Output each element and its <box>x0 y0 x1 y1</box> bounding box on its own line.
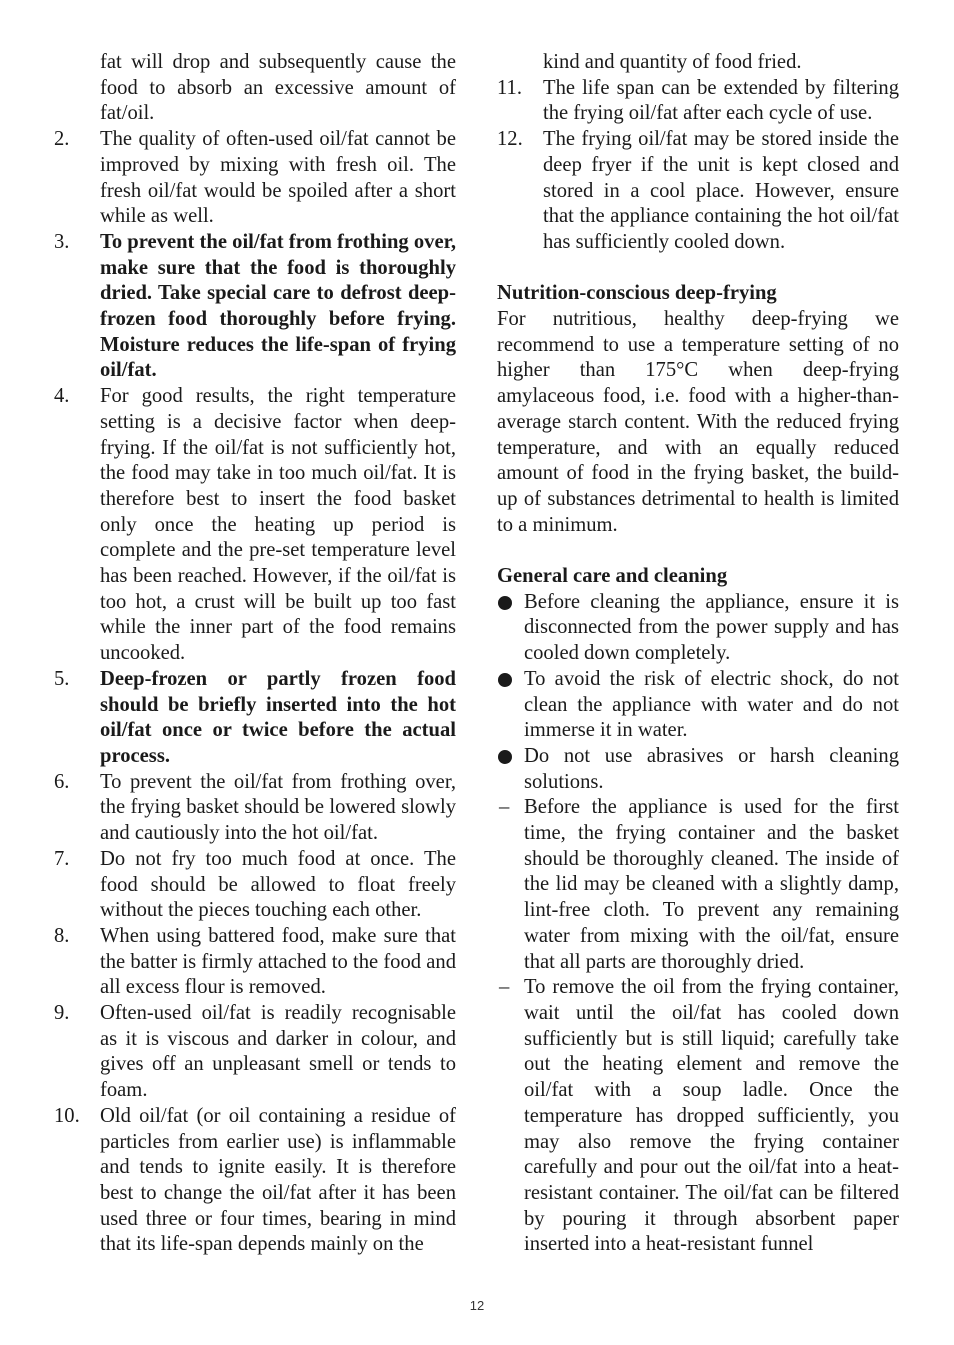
list-number: 3. <box>54 230 70 253</box>
list-item <box>54 770 456 847</box>
list-number: 11. <box>497 76 522 99</box>
list-text: The frying oil/fat may be stored inside the deep fryer if the unit is kept closed and stored in a cool place. However, ensure that the appliance containing the hot oil/fat has sufficiently cooled down. <box>543 128 899 253</box>
list-item <box>497 127 899 256</box>
bullet-item <box>497 744 899 795</box>
list-number: 9. <box>54 1002 70 1025</box>
nutrition-paragraph: For nutritious, healthy deep-frying we recommend to use a temperature setting of no higher than 175°C when deep-frying amylaceous food, i.e. food with a higher-than-average starch content. With the reduced frying temperature, and with an equally reduced amount of food in the frying basket, the build-up of substances detrimental to health is limited to a minimum. <box>497 308 899 536</box>
bullet-dot-icon <box>497 667 524 693</box>
list-item <box>54 384 456 667</box>
list-text: The quality of often-used oil/fat cannot be improved by mixing with fresh oil. The fresh oil/fat would be spoiled after a short while as well. <box>100 128 456 228</box>
section-heading-nutrition: Nutrition-conscious deep-frying <box>497 282 777 305</box>
list-number: 4. <box>54 385 70 408</box>
bullet-item <box>497 590 899 667</box>
list-text: The life span can be extended by filtering the frying oil/fat after each cycle of use. <box>543 76 899 125</box>
list-number: 10. <box>54 1104 80 1127</box>
list-number: 5. <box>54 667 70 690</box>
bullet-text: Do not use abrasives or harsh cleaning solutions. <box>524 744 899 793</box>
list-text: Often-used oil/fat is readily recognisable as it is viscous and darker in colour, and gives off an unpleasant smell or tends to foam. <box>100 1002 456 1102</box>
list-text-bold: Deep-frozen or partly frozen food should be briefly inserted into the hot oil/fat once or twice before the actual process. <box>100 667 456 767</box>
dash-marker: – <box>499 796 510 819</box>
list-text: When using battered food, make sure that the batter is firmly attached to the food and all excess flour is removed. <box>100 924 456 999</box>
section-heading-care: General care and cleaning <box>497 565 728 588</box>
dash-marker: – <box>499 976 510 999</box>
list-text: Do not fry too much food at once. The food should be allowed to float freely without the pieces touching each other. <box>100 847 456 922</box>
bullet-dot-icon <box>497 590 524 616</box>
dash-item <box>497 795 899 975</box>
list-text: To prevent the oil/fat from frothing over, the frying basket should be lowered slowly and cautiously into the hot oil/fat. <box>100 770 456 845</box>
list-item <box>54 1001 456 1104</box>
left-column <box>54 50 456 1258</box>
dash-item <box>497 975 899 1258</box>
right-column <box>497 50 899 1258</box>
list-item <box>497 76 899 127</box>
list-number: 2. <box>54 128 70 151</box>
list-text: Old oil/fat (or oil containing a residue of particles from earlier use) is inflammable and tends to ignite easily. It is therefore best to change the oil/fat after it has been used three or four times, bearing in mind that its life-span depends mainly on the <box>100 1104 456 1256</box>
list-number: 6. <box>54 770 70 793</box>
list-item <box>54 1104 456 1258</box>
list-number: 8. <box>54 924 70 947</box>
dash-text: To remove the oil from the frying container, wait until the oil/fat has cooled down sufficiently but is still liquid; carefully take out the heating element and remove the oil/fat with a soup ladle. Once the temperature has dropped sufficiently, you may also remove the frying container carefully and pour out the oil/fat into a heat-resistant container. The oil/fat can be filtered by pouring it through absorbent paper inserted into a heat-resistant funnel <box>524 976 899 1256</box>
list-item <box>54 127 456 230</box>
bullet-dot-icon <box>497 744 524 770</box>
list-number: 7. <box>54 847 70 870</box>
list-item <box>54 924 456 1001</box>
page-number: 12 <box>469 1298 485 1313</box>
bullet-text: To avoid the risk of electric shock, do not clean the appliance with water and do not immerse it in water. <box>524 667 899 742</box>
continued-paragraph: fat will drop and subsequently cause the food to absorb an excessive amount of fat/oil. <box>100 51 456 125</box>
list-item <box>54 230 456 384</box>
bullet-item <box>497 667 899 744</box>
list-number: 12. <box>497 128 523 151</box>
list-text-bold: To prevent the oil/fat from frothing over, make sure that the food is thoroughly dried. Take special care to defrost deep-frozen food thoroughly before frying. Moisture reduces the life-span of frying oil/fat. <box>100 230 456 382</box>
continued-paragraph: kind and quantity of food fried. <box>543 51 802 73</box>
list-item <box>54 667 456 770</box>
bullet-text: Before cleaning the appliance, ensure it is disconnected from the power supply and has cooled down completely. <box>524 590 899 665</box>
list-text: For good results, the right temperature setting is a decisive factor when deep-frying. If the oil/fat is not sufficiently hot, the food may take in too much oil/fat. It is therefore best to insert the food basket only once the heating up period is complete and the pre-set temperature level has been reached. However, if the oil/fat is too hot, a crust will be built up too fast while the inner part of the food remains uncooked. <box>100 385 456 665</box>
list-item <box>54 847 456 924</box>
dash-text: Before the appliance is used for the first time, the frying container and the basket should be thoroughly cleaned. The inside of the lid may be cleaned with a slightly damp, lint-free cloth. To prevent any remaining water from mixing with the oil/fat, ensure that all parts are thoroughly dried. <box>524 796 899 973</box>
